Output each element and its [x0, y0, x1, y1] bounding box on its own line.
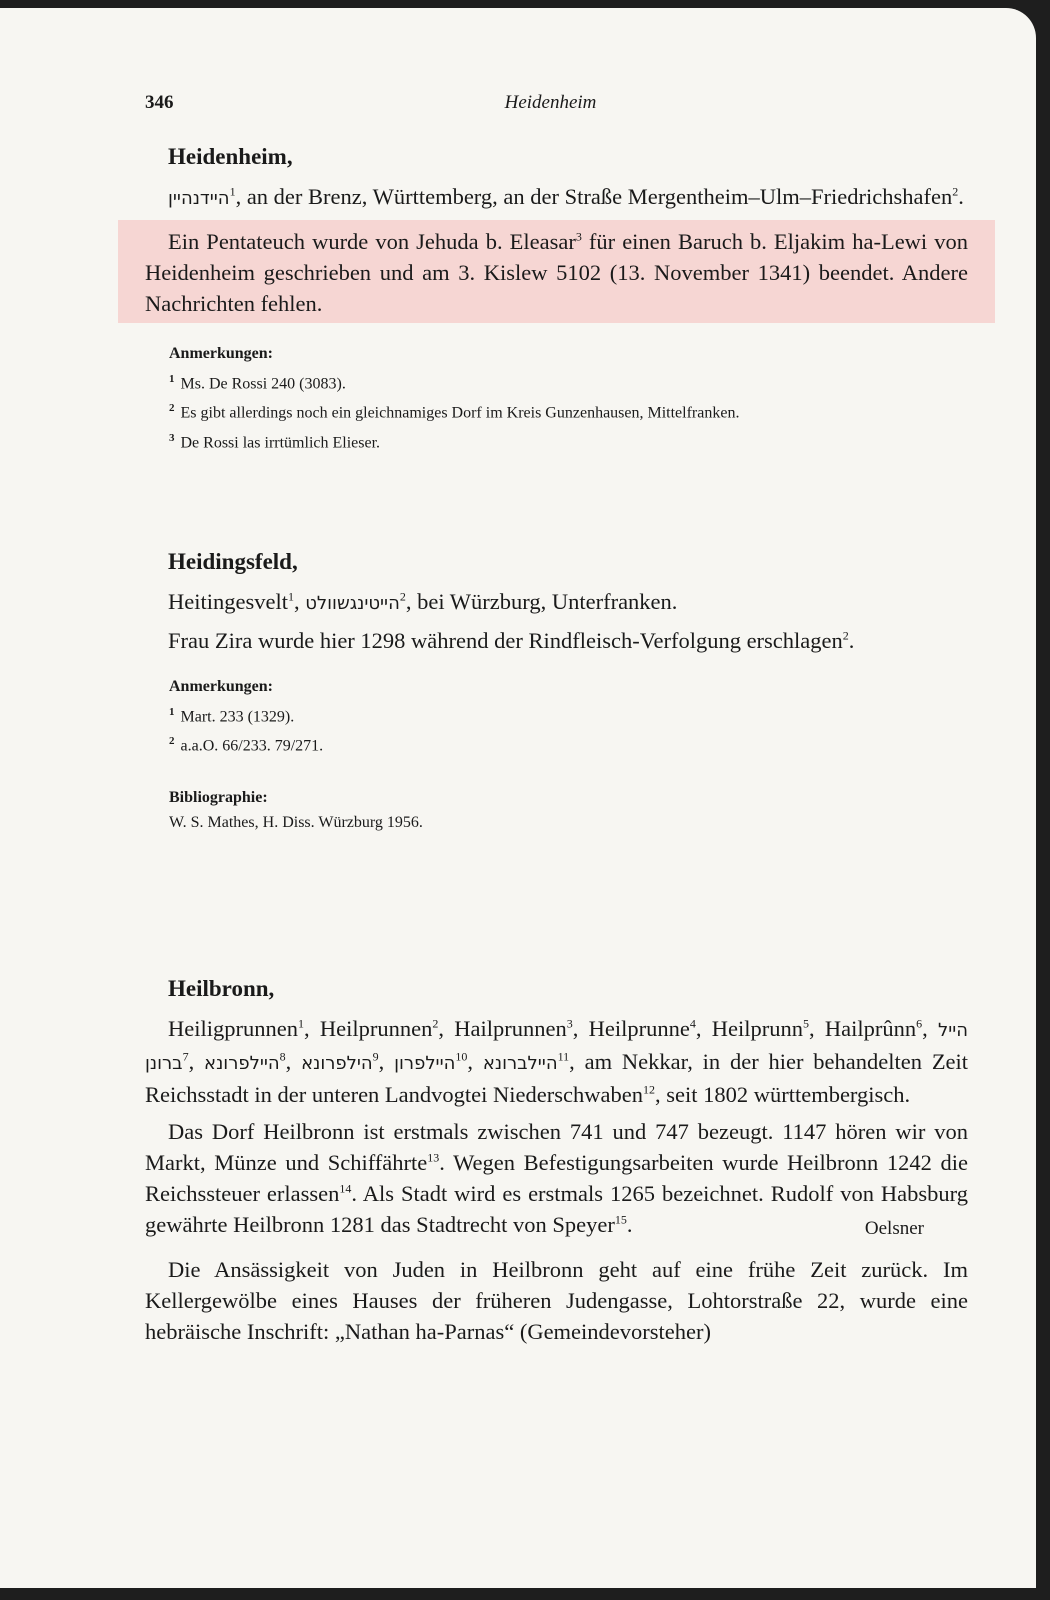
section-heilbronn	[145, 973, 968, 1353]
entry-title: Heilbronn,	[168, 976, 275, 1001]
footnote: $^2$ Es gibt allerdings noch ein gleichnamiges Dorf im Kreis Gunzenhausen, Mittelfranken.	[169, 402, 740, 422]
entry-title: Heidingsfeld,	[168, 549, 298, 574]
paragraph: Heitingesvelt$^1$, הייטינגשוולט$^2$, bei Würzburg, Unterfranken.	[168, 589, 678, 614]
notes-title: Anmerkungen:	[169, 678, 274, 695]
running-title: Heidenheim	[504, 92, 597, 113]
section-heidenheim	[145, 141, 968, 455]
highlighted-paragraph: Ein Pentateuch wurde von Jehuda b. Eleasar$^3$ für einen Baruch b. Eljakim ha-Lewi von Heidenheim geschrieben und am 3. Kislew 5102 (13. November 1341) beendet. Andere Nachrichten fehlen.	[118, 220, 995, 323]
footnote: $^1$ Ms. De Rossi 240 (3083).	[169, 373, 346, 393]
paragraph: Frau Zira wurde hier 1298 während der Rindfleisch-Verfolgung erschlagen$^2$.	[168, 628, 855, 653]
author-signature: Oelsner	[864, 1218, 924, 1239]
footnote: $^2$ a.a.O. 66/233. 79/271.	[169, 735, 324, 755]
bibliography-title: Bibliographie:	[169, 788, 268, 806]
section-heidingsfeld	[145, 546, 968, 835]
paragraph: היידנהיין$^1$, an der Brenz, Württemberg, an der Straße Mergentheim–Ulm–Friedrichshafen$^2$.	[168, 184, 964, 209]
footnote: $^3$ De Rossi las irrtümlich Elieser.	[169, 431, 381, 451]
paragraph: Heiligprunnen$^1$, Heilprunnen$^2$, Hailprunnen$^3$, Heilprunne$^4$, Heilprunn$^5$, Hailprûnn$^6$, הייל​ברונן$^7$, הייל​פרונא$^8$, היל​פרונא$^9$, הייל​פרון$^{10}$, הייל​ברונא$^{11}$, am Nekkar, in der hier behandelten Zeit Reichsstadt in der unteren Landvogtei Niederschwaben$^{12}$, seit 1802 württembergisch.	[145, 1016, 969, 1107]
paragraph: Das Dorf Heilbronn ist erstmals zwischen 741 und 747 bezeugt. 1147 hören wir von Markt, Münze und Schiffährte$^{13}$. Wegen Befestigungsarbeiten wurde Heilbronn 1242 die Reichssteuer erlassen$^{14}$. Als Stadt wird es erstmals 1265 bezeichnet. Rudolf von Habsburg gewährte Heilbronn 1281 das Stadtrecht von Speyer$^{15}$. Oelsner	[145, 1116, 968, 1240]
footnotes	[169, 345, 968, 455]
book-page	[0, 8, 1036, 1588]
entry-title: Heidenheim,	[168, 144, 293, 169]
paragraph: Die Ansässigkeit von Juden in Heilbronn geht auf eine frühe Zeit zurück. Im Kellergewölbe eines Hauses der früheren Judengasse, Lohtorstraße 22, wurde eine hebräische Inschrift: „Nathan ha-Parnas“ (Gemeindevorsteher)	[145, 1257, 968, 1344]
footnotes	[169, 678, 968, 759]
footnote: $^1$ Mart. 233 (1329).	[169, 706, 295, 726]
page-number: 346	[145, 92, 174, 113]
page-header	[145, 92, 956, 122]
bibliography	[169, 789, 968, 835]
notes-title: Anmerkungen:	[169, 345, 274, 362]
bibliography-entry: W. S. Mathes, H. Diss. Würzburg 1956.	[169, 813, 423, 831]
